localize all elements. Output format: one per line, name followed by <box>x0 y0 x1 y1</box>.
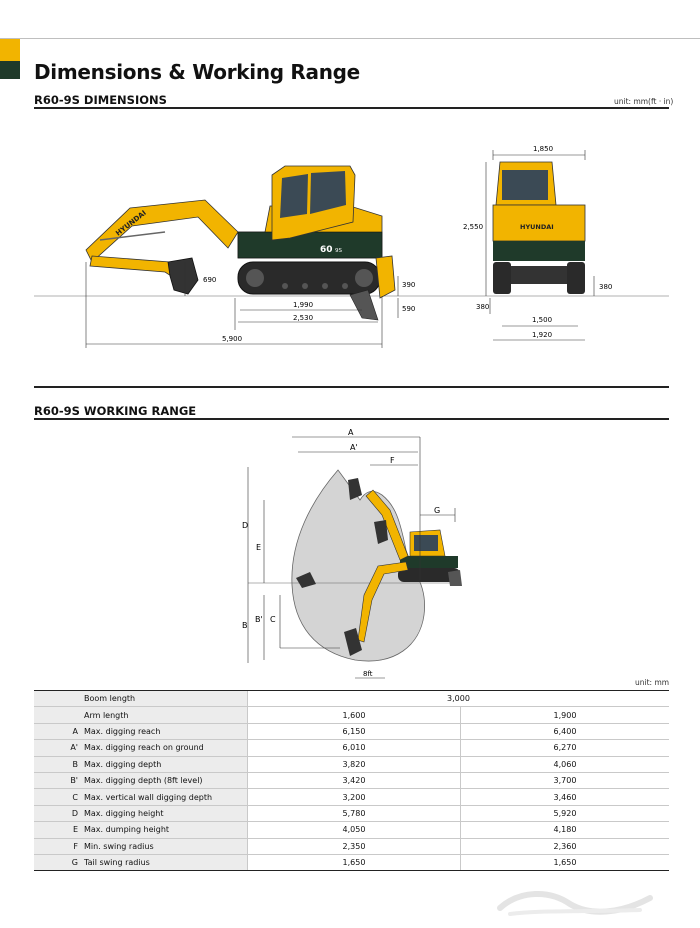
rear-brand-text: HYUNDAI <box>520 223 554 231</box>
dozer-blade <box>376 256 395 298</box>
blade-lowered <box>350 290 378 320</box>
rear-lower-body <box>493 241 585 261</box>
dim-5900: 5,900 <box>222 335 243 343</box>
row-name: Max. digging reach <box>82 723 248 739</box>
row-value-1: 1,600 <box>248 707 461 723</box>
lower-body <box>238 232 382 258</box>
row-code: B <box>34 756 82 772</box>
page-title: Dimensions & Working Range <box>34 60 360 84</box>
row-code: G <box>34 854 82 870</box>
row-name: Min. swing radius <box>82 838 248 854</box>
row-value-1: 6,150 <box>248 723 461 739</box>
row-value-2: 1,650 <box>460 854 669 870</box>
row-name: Max. digging depth <box>82 756 248 772</box>
row-value-2: 3,700 <box>460 772 669 788</box>
bucket-shape <box>168 258 198 294</box>
boom-brand-text: HYUNDAI <box>114 208 148 238</box>
row-name: Max. dumping height <box>82 822 248 838</box>
table-row <box>34 772 669 788</box>
row-value-2: 4,180 <box>460 822 669 838</box>
range-label-g: G <box>434 506 441 515</box>
row-name: Max. digging reach on ground <box>82 740 248 756</box>
row-name: Boom length <box>82 691 248 707</box>
rear-dim-1850: 1,850 <box>533 145 554 153</box>
model-text: 60 <box>320 245 333 255</box>
row-value-1: 3,420 <box>248 772 461 788</box>
range-label-8ft: 8ft <box>363 670 373 678</box>
rear-dim-1500: 1,500 <box>532 316 553 324</box>
table-row <box>34 756 669 772</box>
range-label-e: E <box>256 543 262 552</box>
range-cab-window <box>414 535 438 551</box>
row-code: C <box>34 789 82 805</box>
header-rule <box>0 38 700 39</box>
range-label-a-prime: A' <box>350 443 358 452</box>
range-label-b: B <box>242 621 248 630</box>
row-name: Max. vertical wall digging depth <box>82 789 248 805</box>
table-row <box>34 789 669 805</box>
dimensions-title: R60-9S DIMENSIONS <box>34 93 167 107</box>
dimensions-drawing <box>0 110 700 355</box>
boom-shape <box>86 200 238 262</box>
row-code: E <box>34 822 82 838</box>
row-value-1: 6,010 <box>248 740 461 756</box>
range-label-c: C <box>270 615 276 624</box>
row-name: Arm length <box>82 707 248 723</box>
row-value-1: 5,780 <box>248 805 461 821</box>
rear-cab-window <box>502 170 548 200</box>
rear-dim-380-left: 380 <box>476 303 490 311</box>
row-value-2: 4,060 <box>460 756 669 772</box>
range-blade <box>448 570 462 586</box>
row-value-2: 6,400 <box>460 723 669 739</box>
watermark-logo <box>480 880 680 920</box>
table-row <box>34 838 669 854</box>
range-label-a: A <box>348 428 354 437</box>
table-row <box>34 854 669 870</box>
range-label-d: D <box>242 521 249 530</box>
rear-undercarriage <box>511 266 567 284</box>
working-range-title: R60-9S WORKING RANGE <box>34 404 197 418</box>
rear-track-right <box>567 262 585 294</box>
table-row <box>34 805 669 821</box>
dim-690: 690 <box>203 276 217 284</box>
range-body <box>400 556 458 568</box>
dim-390: 390 <box>402 281 416 289</box>
section-tab-dark <box>0 61 20 79</box>
table-row <box>34 723 669 739</box>
section-tab-yellow <box>0 39 20 61</box>
spec-table <box>34 690 669 871</box>
table-row <box>34 707 669 723</box>
dim-2530: 2,530 <box>293 314 314 322</box>
rear-track-left <box>493 262 511 294</box>
row-value-1: 2,350 <box>248 838 461 854</box>
row-code <box>34 691 82 707</box>
row-code: A <box>34 723 82 739</box>
row-value-1: 1,650 <box>248 854 461 870</box>
row-value-span: 3,000 <box>248 691 670 707</box>
range-label-b-prime: B' <box>255 615 263 624</box>
row-name: Tail swing radius <box>82 854 248 870</box>
row-value-1: 3,820 <box>248 756 461 772</box>
section-divider <box>34 386 669 388</box>
row-value-2: 3,460 <box>460 789 669 805</box>
row-code: B' <box>34 772 82 788</box>
dimensions-rule <box>34 107 669 109</box>
range-label-f: F <box>390 456 395 465</box>
row-code: F <box>34 838 82 854</box>
cab-window-front <box>280 174 308 218</box>
row-name: Max. digging depth (8ft level) <box>82 772 248 788</box>
row-value-2: 6,270 <box>460 740 669 756</box>
row-code <box>34 707 82 723</box>
dimensions-unit: unit: mm(ft · in) <box>614 97 674 106</box>
dim-590: 590 <box>402 305 416 313</box>
working-range-unit: unit: mm <box>635 678 670 687</box>
table-row <box>34 740 669 756</box>
working-range-drawing <box>0 420 700 688</box>
table-row <box>34 691 669 707</box>
table-row <box>34 822 669 838</box>
rear-dim-1920: 1,920 <box>532 331 553 339</box>
row-value-1: 4,050 <box>248 822 461 838</box>
row-value-2: 1,900 <box>460 707 669 723</box>
model-suffix-text: 9S <box>335 248 342 254</box>
row-code: A' <box>34 740 82 756</box>
rear-dim-380-right: 380 <box>599 283 613 291</box>
row-code: D <box>34 805 82 821</box>
row-value-1: 3,200 <box>248 789 461 805</box>
row-value-2: 5,920 <box>460 805 669 821</box>
dim-1990: 1,990 <box>293 301 314 309</box>
rear-view-excavator <box>493 162 585 294</box>
row-name: Max. digging height <box>82 805 248 821</box>
side-view-excavator <box>86 166 395 320</box>
rear-dim-2550: 2,550 <box>463 223 484 231</box>
row-value-2: 2,360 <box>460 838 669 854</box>
range-bucket-top <box>348 478 362 500</box>
